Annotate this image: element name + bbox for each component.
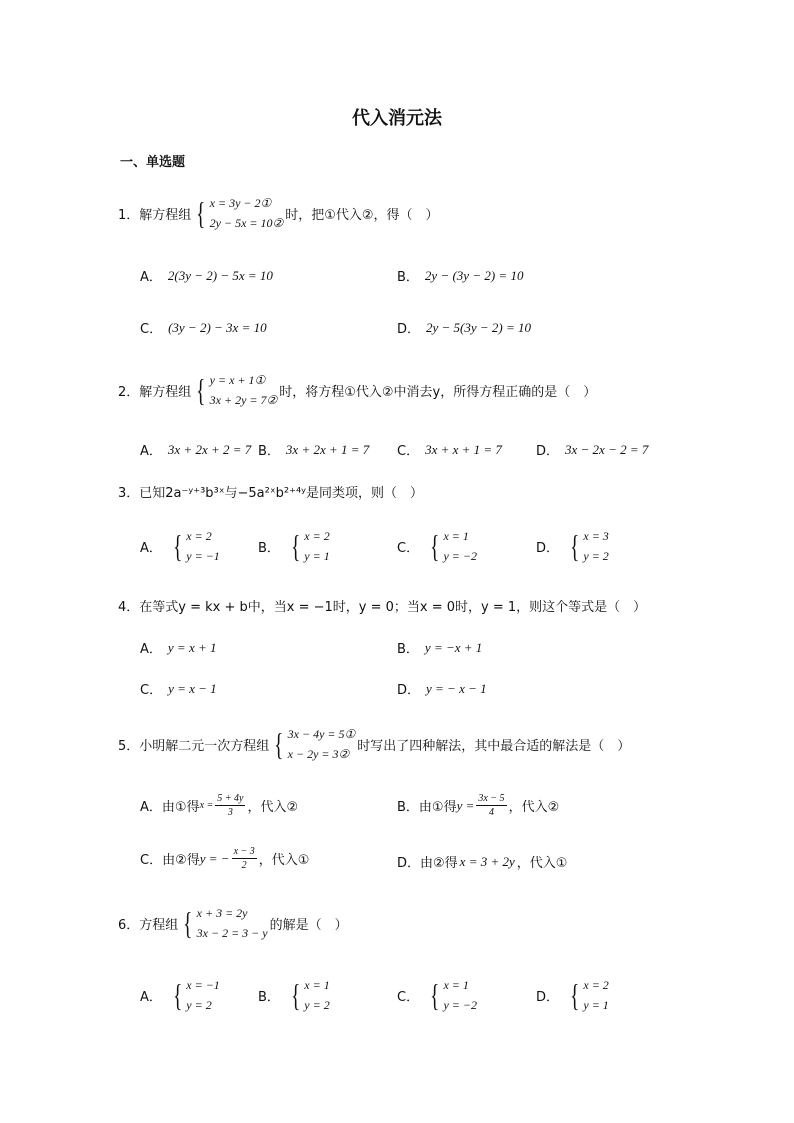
question-3-option-b[interactable]: B． { x = 2 y = 1 — [258, 528, 330, 564]
question-1 — [118, 193, 439, 233]
question-6-option-b[interactable]: B． { x = 1 y = 2 — [258, 977, 330, 1013]
question-6-eq2: 3x − 2 = 3 − y — [196, 926, 268, 940]
brace-icon: { — [570, 977, 580, 1013]
question-2-option-b[interactable]: B． 3x + 2x + 1 = 7 — [258, 441, 370, 459]
question-4 — [118, 596, 646, 615]
question-4-option-a[interactable]: A． y = x + 1 — [140, 639, 217, 657]
brace-icon: { — [290, 528, 301, 564]
brace-icon: { — [183, 905, 193, 941]
question-5-prefix: 5．小明解二元一次方程组 — [118, 738, 270, 754]
question-3-option-d[interactable]: D． { x = 3 y = 2 — [536, 528, 609, 564]
brace-icon: { — [172, 528, 183, 564]
question-2-option-d[interactable]: D． 3x − 2x − 2 = 7 — [536, 441, 649, 459]
question-6-option-c[interactable]: C． { x = 1 y = −2 — [397, 977, 477, 1013]
question-1-option-d[interactable]: D． 2y − 5(3y − 2) = 10 — [397, 319, 532, 337]
question-5-eq2: x − 2y = 3② — [287, 747, 350, 761]
question-5-option-b[interactable]: B．由①得 y = $\frac{3x - 5}{4}$ ，代入② — [397, 793, 560, 818]
question-2-eq1: y = x + 1① — [209, 373, 266, 387]
page-title: 代入消元法 — [352, 108, 442, 129]
question-1-option-a[interactable]: A． 2(3y − 2) − 5x = 10 — [140, 267, 273, 285]
question-6-option-d[interactable]: D． { x = 2 y = 1 — [536, 977, 609, 1013]
brace-icon: { — [196, 372, 206, 408]
question-2-system — [193, 370, 277, 410]
question-2-eq2: 3x + 2y = 7② — [209, 393, 278, 407]
question-6-option-a[interactable]: A． { x = −1 y = 2 — [140, 977, 220, 1013]
question-6-prefix: 6．方程组 — [118, 917, 179, 933]
question-5-suffix: 时写出了四种解法，其中最合适的解法是（ ） — [357, 738, 631, 754]
question-1-eq2: 2y − 5x = 10② — [209, 216, 284, 230]
question-4-option-b[interactable]: B． y = −x + 1 — [397, 639, 483, 657]
question-3-option-c[interactable]: C． { x = 1 y = −2 — [397, 528, 477, 564]
question-6-system — [180, 903, 267, 943]
question-6 — [118, 903, 348, 943]
brace-icon: { — [196, 195, 206, 231]
question-6-suffix: 的解是（ ） — [269, 917, 348, 933]
question-1-option-c[interactable]: C． (3y − 2) − 3x = 10 — [140, 319, 267, 337]
question-1-eq1: x = 3y − 2① — [209, 196, 272, 210]
question-6-eq1: x + 3 = 2y — [196, 906, 248, 920]
question-1-option-b[interactable]: B． 2y − (3y − 2) = 10 — [397, 267, 524, 285]
question-4-option-c[interactable]: C． y = x − 1 — [140, 680, 217, 698]
section-heading: 一、单选题 — [120, 155, 186, 170]
question-3 — [118, 482, 423, 501]
question-5-option-d[interactable]: D．由②得 x = 3 + 2y ，代入① — [397, 853, 568, 871]
question-3-option-a[interactable]: A． { x = 2 y = −1 — [140, 528, 220, 564]
brace-icon: { — [274, 726, 284, 762]
question-2-option-a[interactable]: A． 3x + 2x + 2 = 7 — [140, 441, 252, 459]
brace-icon: { — [290, 977, 301, 1013]
question-5 — [118, 724, 630, 764]
brace-icon: { — [570, 528, 580, 564]
question-5-eq1: 3x − 4y = 5① — [287, 727, 356, 741]
question-1-system — [193, 193, 283, 233]
question-2-suffix: 时，将方程①代入②中消去y，所得方程正确的是（ ） — [279, 384, 597, 400]
brace-icon: { — [172, 977, 183, 1013]
question-4-option-d[interactable]: D． y = − x − 1 — [397, 680, 487, 698]
question-4-text: 4．在等式y = kx + b中，当x = −1时，y = 0；当x = 0时，y = 1，则这个等式是（ ） — [118, 600, 647, 615]
question-1-suffix: 时，把①代入②，得（ ） — [285, 207, 439, 223]
question-2-option-c[interactable]: C． 3x + x + 1 = 7 — [397, 441, 502, 459]
question-5-option-a[interactable]: A．由①得 x = $\frac{5 + 4y}{3}$ ，代入② — [140, 793, 299, 818]
question-5-system — [271, 724, 355, 764]
question-3-text: 3．已知2a⁻ʸ⁺³b³ˣ与−5a²ˣb²⁺⁴ʸ是同类项，则（ ） — [118, 486, 424, 501]
question-2 — [118, 370, 596, 410]
question-1-prefix: 1．解方程组 — [118, 207, 192, 223]
question-2-prefix: 2．解方程组 — [118, 384, 192, 400]
brace-icon: { — [430, 528, 440, 564]
brace-icon: { — [430, 977, 440, 1013]
question-5-option-c[interactable]: C．由②得 y = − $\frac{x - 3}{2}$ ，代入① — [140, 846, 310, 871]
